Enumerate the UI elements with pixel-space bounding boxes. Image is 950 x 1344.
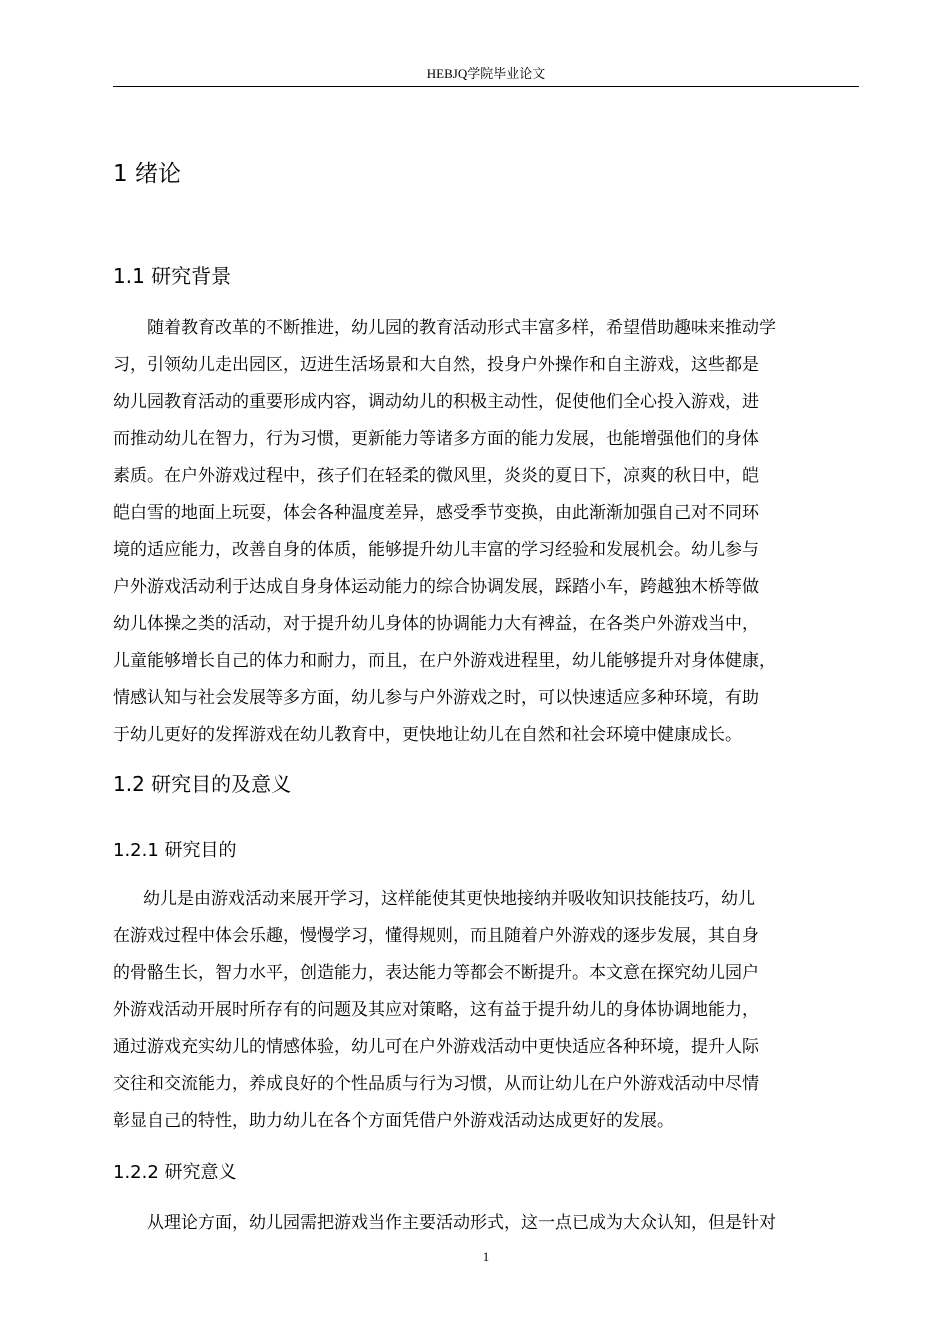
paragraph-line: 交往和交流能力，养成良好的个性品质与行为习惯，从而让幼儿在户外游戏活动中尽情	[113, 1074, 759, 1094]
section-title-1-1: 1.1 研究背景	[113, 264, 232, 288]
paragraph-line: 幼儿园教育活动的重要形成内容，调动幼儿的积极主动性，促使他们全心投入游戏，进	[113, 392, 759, 412]
paragraph-line: 随着教育改革的不断推进，幼儿园的教育活动形式丰富多样，希望借助趣味来推动学	[147, 318, 776, 338]
running-header: HEBJQ学院毕业论文	[426, 66, 546, 81]
paragraph-line: 幼儿体操之类的活动，对于提升幼儿身体的协调能力大有裨益，在各类户外游戏当中，	[113, 614, 759, 634]
paragraph-research-background	[113, 310, 859, 754]
paragraph-line: 通过游戏充实幼儿的情感体验，幼儿可在户外游戏活动中更快适应各种环境，提升人际	[113, 1037, 759, 1057]
paragraph-line: 情感认知与社会发展等多方面，幼儿参与户外游戏之时，可以快速适应多种环境，有助	[113, 688, 759, 708]
paragraph-line: 而推动幼儿在智力，行为习惯，更新能力等诸多方面的能力发展，也能增强他们的身体	[113, 429, 759, 449]
paragraph-research-significance	[113, 1205, 859, 1242]
paragraph-line: 儿童能够增长自己的体力和耐力，而且，在户外游戏进程里，幼儿能够提升对身体健康，	[113, 651, 776, 671]
section-title-1-2-1: 1.2.1 研究目的	[113, 840, 237, 861]
paragraph-line: 户外游戏活动利于达成自身身体运动能力的综合协调发展，踩踏小车，跨越独木桥等做	[113, 577, 759, 597]
paragraph-line: 从理论方面，幼儿园需把游戏当作主要活动形式，这一点已成为大众认知，但是针对	[147, 1213, 776, 1233]
paragraph-line: 境的适应能力，改善自身的体质，能够提升幼儿丰富的学习经验和发展机会。幼儿参与	[113, 540, 759, 560]
paragraph-line: 彰显自己的特性，助力幼儿在各个方面凭借户外游戏活动达成更好的发展。	[113, 1111, 674, 1131]
paragraph-line: 的骨骼生长，智力水平，创造能力，表达能力等都会不断提升。本文意在探究幼儿园户	[113, 963, 759, 983]
page-number: 1	[482, 1249, 490, 1264]
header-rule	[113, 86, 859, 87]
section-title-1-2: 1.2 研究目的及意义	[113, 772, 292, 796]
paragraph-line: 皑白雪的地面上玩耍，体会各种温度差异，感受季节变换，由此渐渐加强自己对不同环	[113, 503, 759, 523]
chapter-title: 1 绪论	[113, 161, 181, 187]
paragraph-line: 习，引领幼儿走出园区，迈进生活场景和大自然，投身户外操作和自主游戏，这些都是	[113, 355, 759, 375]
paragraph-line: 于幼儿更好的发挥游戏在幼儿教育中，更快地让幼儿在自然和社会环境中健康成长。	[113, 725, 742, 745]
section-title-1-2-2: 1.2.2 研究意义	[113, 1162, 237, 1183]
paragraph-line: 外游戏活动开展时所存有的问题及其应对策略，这有益于提升幼儿的身体协调地能力，	[113, 1000, 759, 1020]
paragraph-line: 幼儿是由游戏活动来展开学习，这样能使其更快地接纳并吸收知识技能技巧，幼儿	[143, 889, 755, 909]
paragraph-research-purpose	[113, 881, 859, 1140]
paragraph-line: 在游戏过程中体会乐趣，慢慢学习，懂得规则，而且随着户外游戏的逐步发展，其自身	[113, 926, 759, 946]
paragraph-line: 素质。在户外游戏过程中，孩子们在轻柔的微风里，炎炎的夏日下，凉爽的秋日中，皑	[113, 466, 759, 486]
